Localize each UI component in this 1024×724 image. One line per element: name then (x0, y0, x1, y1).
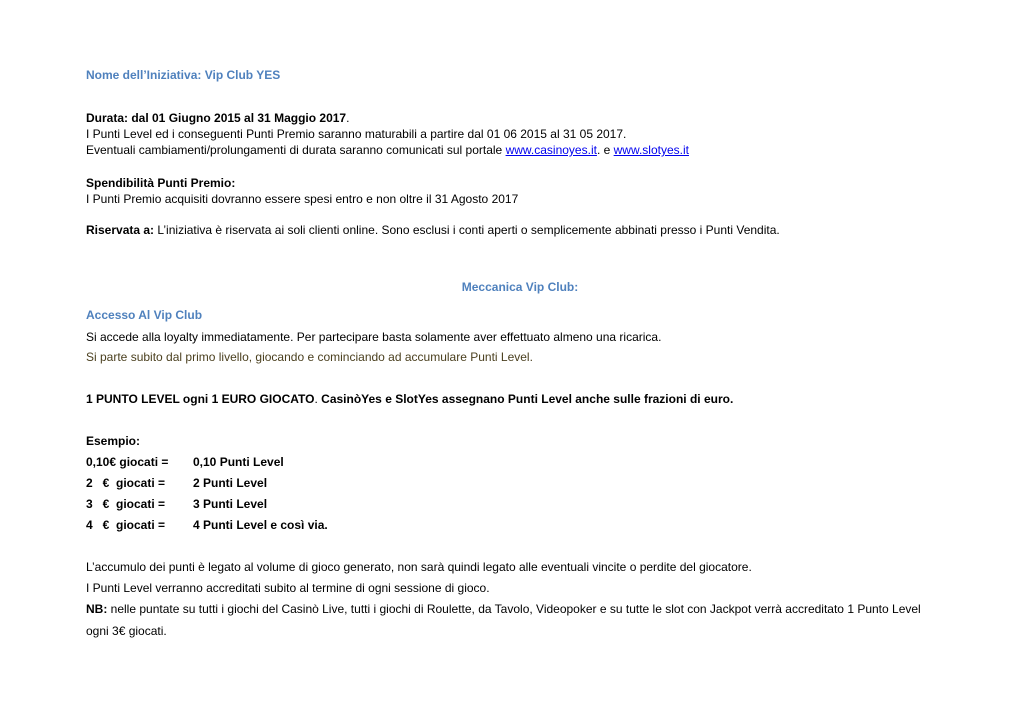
punti-rule-main: 1 PUNTO LEVEL ogni 1 EURO GIOCATO (86, 392, 315, 406)
esempio-row (86, 497, 268, 512)
riservata-text: L’iniziativa è riservata ai soli clienti online. Sono esclusi i conti aperti o semplicemente abbinati presso i Punti Vendita. (154, 223, 780, 237)
durata-label: Durata: dal 01 Giugno 2015 al 31 Maggio 2017 (86, 111, 347, 125)
accesso-line2: Si parte subito dal primo livello, giocando e cominciando ad accumulare Punti Level. (86, 350, 533, 364)
spendibilita-heading: Spendibilità Punti Premio: (86, 176, 236, 190)
durata-maturazione: I Punti Level ed i conseguenti Punti Premio saranno maturabili a partire dal 01 06 2015 al 31 05 2017. (86, 127, 627, 141)
slotyes-link[interactable]: www.slotyes.it (613, 143, 689, 157)
nb-text: nelle puntate su tutti i giochi del Casinò Live, tutti i giochi di Roulette, da Tavolo, Videopoker e su tutte le slot con Jackpot verrà accreditato 1 Punto Level (107, 602, 921, 616)
esempio-row-left: 4 € giocati = (86, 518, 166, 532)
riservata-line (86, 223, 780, 238)
accumulo-text: L’accumulo dei punti è legato al volume di gioco generato, non sarà quindi legato alle eventuali vincite o perdite del giocatore. (86, 560, 752, 574)
spendibilita-text: I Punti Premio acquisiti dovranno essere spesi entro e non oltre il 31 Agosto 2017 (86, 192, 519, 206)
esempio-row-left: 0,10€ giocati = (86, 455, 169, 469)
esempio-row-left: 3 € giocati = (86, 497, 166, 511)
esempio-row (86, 455, 284, 470)
meccanica-heading: Meccanica Vip Club: (461, 280, 579, 294)
nb-line (86, 602, 921, 617)
accesso-heading: Accesso Al Vip Club (86, 308, 203, 322)
accesso-line1: Si accede alla loyalty immediatamente. Per partecipare basta solamente aver effettuato almeno una ricarica. (86, 330, 662, 344)
durata-comunicazioni-text: Eventuali cambiamenti/prolungamenti di durata saranno comunicati sul portale (86, 143, 506, 157)
durata-period: . (346, 111, 350, 125)
durata-comunicazioni (86, 143, 689, 158)
accredito-text: I Punti Level verranno accreditati subito al termine di ogni sessione di gioco. (86, 581, 490, 595)
esempio-row-right: 3 Punti Level (193, 497, 268, 511)
esempio-row (86, 476, 268, 491)
riservata-label: Riservata a: (86, 223, 155, 237)
nb-line-continued: ogni 3€ giocati. (86, 624, 167, 638)
esempio-row (86, 518, 328, 533)
esempio-row-left: 2 € giocati = (86, 476, 166, 490)
punti-rule-detail: CasinòYes e SlotYes assegnano Punti Level anche sulle frazioni di euro. (317, 392, 734, 406)
punti-rule (86, 392, 733, 407)
durata-line (86, 111, 349, 126)
esempio-heading: Esempio: (86, 434, 141, 448)
durata-separator: . e (596, 143, 614, 157)
initiative-title: Nome dell’Iniziativa: Vip Club YES (86, 68, 281, 82)
nb-label: NB: (86, 602, 108, 616)
casinoyes-link[interactable]: www.casinoyes.it (505, 143, 597, 157)
esempio-row-right: 0,10 Punti Level (193, 455, 284, 469)
esempio-row-right: 4 Punti Level e così via. (193, 518, 328, 532)
punti-rule-dot: . (314, 392, 318, 406)
esempio-row-right: 2 Punti Level (193, 476, 268, 490)
